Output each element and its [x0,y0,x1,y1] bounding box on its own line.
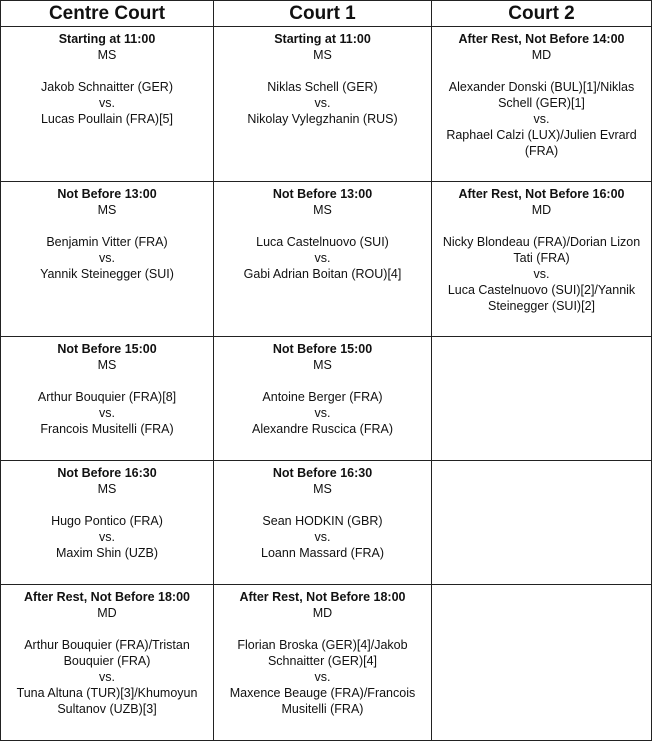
match-cell-court-1 [214,337,432,461]
match-vs: vs. [314,96,331,110]
match-start-time: Not Before 16:30 [57,466,157,480]
match-event: MS [313,48,332,62]
match-side-a: Florian Broska (GER)[4]/Jakob Schnaitter (GER)[4] [237,638,408,668]
match-start-time: After Rest, Not Before 18:00 [239,590,406,604]
match-cell-centre-court [1,461,214,585]
match-cell-court-2 [432,182,652,337]
match-block [1,27,213,127]
empty-cell-court-2 [432,461,652,585]
match-side-a: Antoine Berger (FRA) [262,390,383,404]
match-event: MS [313,203,332,217]
column-header-court-2: Court 2 [432,1,652,27]
match-side-a: Jakob Schnaitter (GER) [41,80,173,94]
match-block [214,182,431,282]
spacer [7,63,207,79]
match-block [432,182,651,314]
header-row [1,1,652,27]
match-side-b: Loann Massard (FRA) [261,546,384,560]
match-vs: vs. [533,267,550,281]
match-side-a: Nicky Blondeau (FRA)/Dorian Lizon Tati (FRA) [442,235,641,265]
match-cell-centre-court [1,337,214,461]
spacer [438,218,645,234]
spacer [7,218,207,234]
match-side-b: Yannik Steinegger (SUI) [40,267,174,281]
match-vs: vs. [99,251,115,265]
match-start-time: Not Before 16:30 [272,466,373,480]
match-start-time: Starting at 11:00 [58,32,156,46]
match-block [432,27,651,159]
match-event: MS [97,48,117,62]
match-block [1,337,213,437]
match-start-time: Not Before 13:00 [272,187,373,201]
match-side-a: Alexander Donski (BUL)[1]/Niklas Schell (GER)[1] [448,80,635,110]
match-side-a: Hugo Pontico (FRA) [51,514,163,528]
column-header-court-1: Court 1 [214,1,432,27]
spacer [7,621,207,637]
match-cell-centre-court [1,585,214,741]
match-start-time: After Rest, Not Before 14:00 [458,32,625,46]
match-side-b: Alexandre Ruscica (FRA) [251,422,393,436]
match-block [1,182,213,282]
empty-cell-court-2 [432,585,652,741]
match-side-a: Benjamin Vitter (FRA) [46,235,168,249]
match-block [214,461,431,561]
match-cell-court-2 [432,27,652,182]
match-side-b: Gabi Adrian Boitan (ROU)[4] [243,267,402,281]
match-side-a: Arthur Bouquier (FRA)/Tristan Bouquier (FRA) [24,638,190,668]
match-vs: vs. [99,96,115,110]
match-block [1,461,213,561]
match-start-time: After Rest, Not Before 16:00 [458,187,625,201]
match-side-b: Francois Musitelli (FRA) [40,422,174,436]
column-header-centre-court: Centre Court [1,1,214,27]
spacer [220,621,425,637]
schedule-row [1,337,652,461]
match-vs: vs. [99,406,115,420]
match-vs: vs. [99,530,115,544]
match-cell-court-1 [214,27,432,182]
match-vs: vs. [314,406,331,420]
match-vs: vs. [314,670,331,684]
schedule-row [1,585,652,741]
match-start-time: Not Before 15:00 [272,342,373,356]
match-side-a: Niklas Schell (GER) [267,80,378,94]
match-event: MS [313,482,332,496]
match-start-time: Not Before 13:00 [57,187,157,201]
match-cell-centre-court [1,182,214,337]
match-vs: vs. [314,530,331,544]
spacer [7,497,207,513]
match-side-b: Maxim Shin (UZB) [55,546,159,560]
match-side-b: Lucas Poullain (FRA)[5] [40,112,173,126]
match-side-a: Arthur Bouquier (FRA)[8] [37,390,177,404]
match-start-time: Starting at 11:00 [274,32,371,46]
match-side-b: Luca Castelnuovo (SUI)[2]/Yannik Steinegger (SUI)[2] [447,283,636,313]
spacer [7,373,207,389]
match-side-a: Luca Castelnuovo (SUI) [256,235,389,249]
match-side-b: Raphael Calzi (LUX)/Julien Evrard (FRA) [446,128,637,158]
match-event: MS [97,203,117,217]
match-event: MD [531,203,552,217]
match-vs: vs. [99,670,115,684]
match-vs: vs. [533,112,550,126]
match-start-time: Not Before 15:00 [57,342,157,356]
match-event: MD [531,48,552,62]
empty-cell-court-2 [432,337,652,461]
schedule-row [1,27,652,182]
schedule-row [1,182,652,337]
match-event: MD [97,606,117,620]
spacer [220,218,425,234]
match-event: MS [97,482,117,496]
match-cell-centre-court [1,27,214,182]
match-block [1,585,213,717]
match-cell-court-1 [214,461,432,585]
spacer [438,63,645,79]
match-side-a: Sean HODKIN (GBR) [262,514,383,528]
match-block [214,585,431,717]
schedule-row [1,461,652,585]
match-event: MS [313,358,332,372]
match-block [214,27,431,127]
spacer [220,63,425,79]
match-block [214,337,431,437]
match-cell-court-1 [214,585,432,741]
spacer [220,497,425,513]
match-vs: vs. [314,251,331,265]
match-event: MD [312,606,333,620]
match-side-b: Nikolay Vylegzhanin (RUS) [247,112,398,126]
match-side-b: Tuna Altuna (TUR)[3]/Khumoyun Sultanov (UZB)[3] [16,686,198,716]
match-start-time: After Rest, Not Before 18:00 [23,590,190,604]
spacer [220,373,425,389]
match-side-b: Maxence Beauge (FRA)/Francois Musitelli (FRA) [229,686,416,716]
match-cell-court-1 [214,182,432,337]
match-event: MS [97,358,117,372]
